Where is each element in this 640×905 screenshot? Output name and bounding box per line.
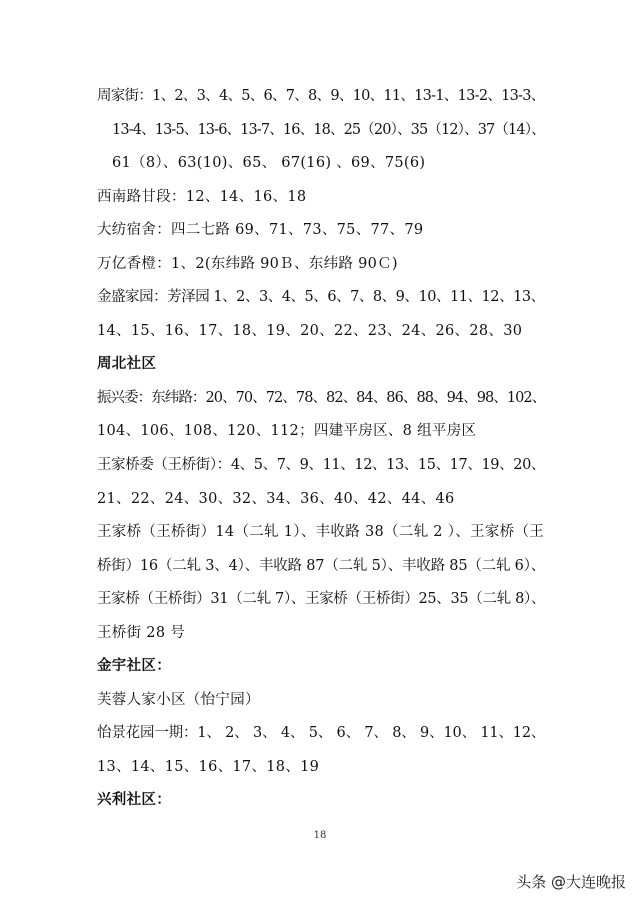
heading-zhoubei-community: 周北社区	[97, 356, 157, 372]
line-wanyi-xiangcheng: 万亿香橙：1、2(东纬路 90Ｂ、东纬路 90Ｃ)	[97, 256, 398, 272]
line-wangjiaqiao-committee-2: 21、22、24、30、32、34、36、40、42、44、46	[97, 491, 455, 507]
line-wangjiaqiao-3: 王家桥（王桥街）31（二轧 7）、王家桥（王桥街）25、35（二轧 8）、	[97, 591, 546, 607]
line-zhoujiajie-1: 周家街：1、2、3、4、5、6、7、8、9、10、11、13-1、13-2、13-3、	[97, 88, 545, 104]
line-jinsheng-jiayuan-1: 金盛家园：芳泽园 1、2、3、4、5、6、7、8、9、10、11、12、13、	[97, 289, 545, 305]
heading-xingli-community: 兴利社区：	[97, 792, 171, 808]
line-wangjiaqiao-committee-1: 王家桥委（王桥街）：4、5、7、9、11、12、13、15、17、19、20、	[97, 457, 546, 473]
line-wangjiaqiao-4: 王桥街 28 号	[97, 625, 186, 641]
line-furong-renjia: 芙蓉人家小区（怡宁园）	[97, 692, 260, 708]
line-yijing-garden-1: 怡景花园一期：1、 2、 3、 4、 5、 6、 7、 8、 9、10、 11、12、	[97, 725, 546, 741]
line-zhenxing-1: 振兴委：东纬路：20、70、72、78、82、84、86、88、94、98、102、	[97, 390, 546, 406]
line-zhoujiajie-2: 13-4、13-5、13-6、13-7、16、18、25（20）、35（12）、37（14）、	[112, 122, 545, 138]
page-number: 18	[313, 830, 327, 841]
line-jinsheng-jiayuan-2: 14、15、16、17、18、19、20、22、23、24、26、28、30	[97, 323, 523, 339]
watermark: 头条 @大连晚报	[516, 873, 626, 891]
line-wangjiaqiao-1: 王家桥（王桥街）14（二轧 1）、丰收路 38（二轧 2 ）、王家桥（王	[97, 524, 545, 540]
line-dafang-dormitory: 大纺宿舍：四二七路 69、71、73、75、77、79	[97, 222, 424, 238]
line-zhenxing-2: 104、106、108、120、112；四建平房区、8 组平房区	[97, 423, 477, 439]
line-yijing-garden-2: 13、14、15、16、17、18、19	[97, 759, 320, 775]
line-wangjiaqiao-2: 桥街）16（二轧 3、4）、丰收路 87（二轧 5）、丰收路 85（二轧 6）、	[97, 558, 546, 574]
line-xinanlu: 西南路甘段：12、14、16、18	[97, 189, 307, 205]
heading-jinyu-community: 金宇社区：	[97, 658, 171, 674]
line-zhoujiajie-3: 61（8）、63(10)、65、 67(16) 、69、75(6)	[112, 155, 426, 171]
